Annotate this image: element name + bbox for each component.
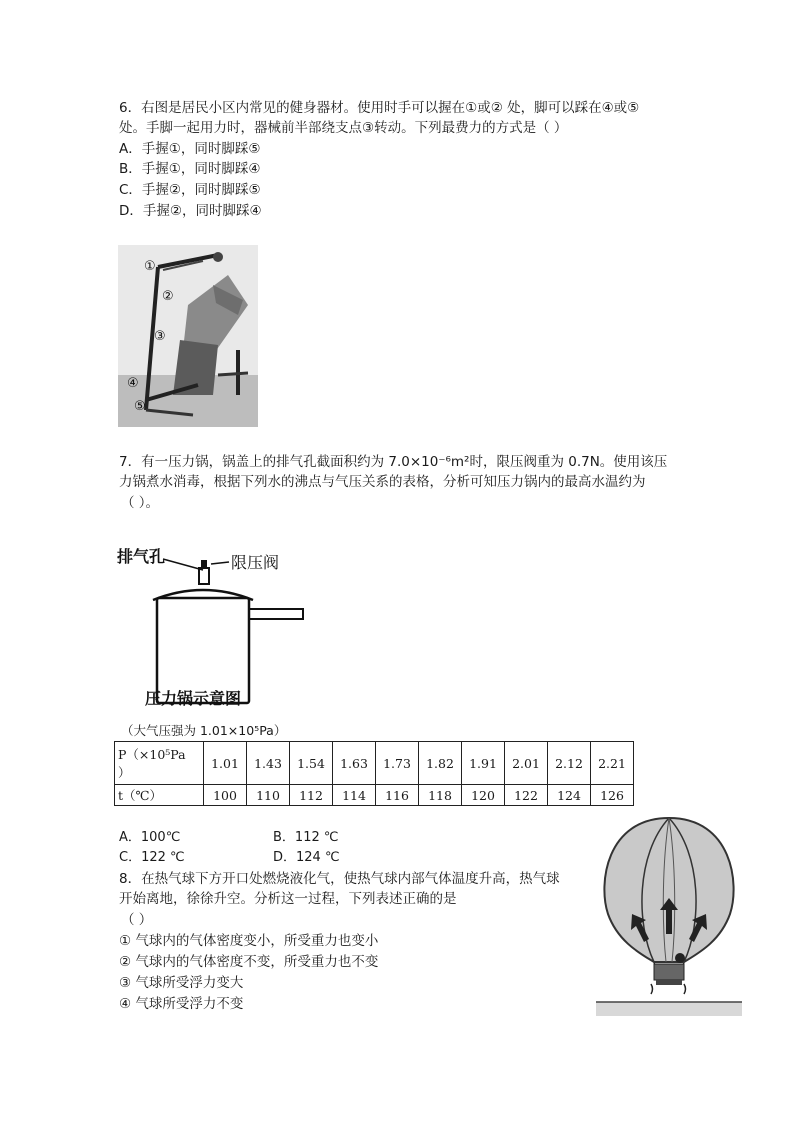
q7-stem-line3: （ ）。 <box>121 495 160 511</box>
pressure-cell: 1.54 <box>290 742 333 785</box>
fig6-label-3: ③ <box>154 329 166 344</box>
fig6-label-5: ⑤ <box>134 399 146 414</box>
temperature-cell: 124 <box>548 785 591 806</box>
q6-stem-line2: 处。手脚一起用力时，器械前半部绕支点③转动。下列最费力的方式是（ ） <box>119 120 568 136</box>
cooker-vent-label: 排气孔 <box>117 547 166 566</box>
atmospheric-pressure-note: （大气压强为 1.01×10⁵Pa） <box>121 723 287 738</box>
boiling-point-table <box>114 741 634 806</box>
temperature-cell: 112 <box>290 785 333 806</box>
pressure-cell: 2.21 <box>591 742 634 785</box>
q6-option-a: A．手握①，同时脚踩⑤ <box>119 141 261 157</box>
q8-stem-line2: 开始离地，徐徐升空。分析这一过程，下列表述正确的是 <box>119 891 457 907</box>
q7-stem-line2: 力锅煮水消毒，根据下列水的沸点与气压关系的表格，分析可知压力锅内的最高水温约为 <box>119 474 646 490</box>
pressure-cell: 1.73 <box>376 742 419 785</box>
hot-air-balloon-figure <box>596 814 742 1018</box>
temperature-cell: 110 <box>247 785 290 806</box>
q7-option-d: D．124 ℃ <box>273 850 340 865</box>
cooker-caption: 压力锅示意图 <box>145 689 242 708</box>
pressure-cell: 1.01 <box>204 742 247 785</box>
pressure-cell: 2.12 <box>548 742 591 785</box>
temperature-cell: 126 <box>591 785 634 806</box>
temperature-cell: 120 <box>462 785 505 806</box>
q8-statement-3: ③ 气球所受浮力变大 <box>119 975 244 991</box>
pressure-row <box>115 742 634 785</box>
fig6-label-4: ④ <box>127 376 139 391</box>
pressure-cell: 1.63 <box>333 742 376 785</box>
temperature-cell: 100 <box>204 785 247 806</box>
pressure-cell: 2.01 <box>505 742 548 785</box>
temperature-cell: 118 <box>419 785 462 806</box>
q6-option-b: B．手握①，同时脚踩④ <box>119 161 261 177</box>
q8-stem-line1: 8．在热气球下方开口处燃烧液化气，使热气球内部气体温度升高，热气球 <box>119 871 560 887</box>
temperature-cell: 116 <box>376 785 419 806</box>
pressure-cell: 1.82 <box>419 742 462 785</box>
temperature-cell: 122 <box>505 785 548 806</box>
cooker-valve-label: 限压阀 <box>231 553 280 572</box>
q8-stem-line3: （ ） <box>121 912 153 928</box>
q7-option-c: C．122 ℃ <box>119 850 185 865</box>
pressure-header: P（×10⁵Pa ） <box>115 742 204 785</box>
q8-statement-2: ② 气球内的气体密度不变，所受重力也不变 <box>119 954 379 970</box>
fig6-label-2: ② <box>162 289 174 304</box>
fitness-equipment-figure <box>118 245 258 427</box>
q8-statement-4: ④ 气球所受浮力不变 <box>119 996 244 1012</box>
q6-option-c: C．手握②，同时脚踩⑤ <box>119 182 261 198</box>
q8-statement-1: ① 气球内的气体密度变小，所受重力也变小 <box>119 933 379 949</box>
q6-option-d: D．手握②，同时脚踩④ <box>119 203 262 219</box>
pressure-cooker-figure <box>115 540 315 715</box>
q7-option-b: B．112 ℃ <box>273 830 339 845</box>
temperature-header: t（℃） <box>115 785 204 806</box>
fig6-label-1: ① <box>144 259 156 274</box>
pressure-cell: 1.91 <box>462 742 505 785</box>
temperature-row <box>115 785 634 806</box>
q7-option-a: A．100℃ <box>119 830 181 845</box>
q6-stem-line1: 6．右图是居民小区内常见的健身器材。使用时手可以握在①或② 处，脚可以踩在④或⑤ <box>119 100 640 116</box>
pressure-cell: 1.43 <box>247 742 290 785</box>
q7-stem-line1: 7．有一压力锅，锅盖上的排气孔截面积约为 7.0×10⁻⁶m²时，限压阀重为 0.7N。使用该压 <box>119 454 668 470</box>
temperature-cell: 114 <box>333 785 376 806</box>
